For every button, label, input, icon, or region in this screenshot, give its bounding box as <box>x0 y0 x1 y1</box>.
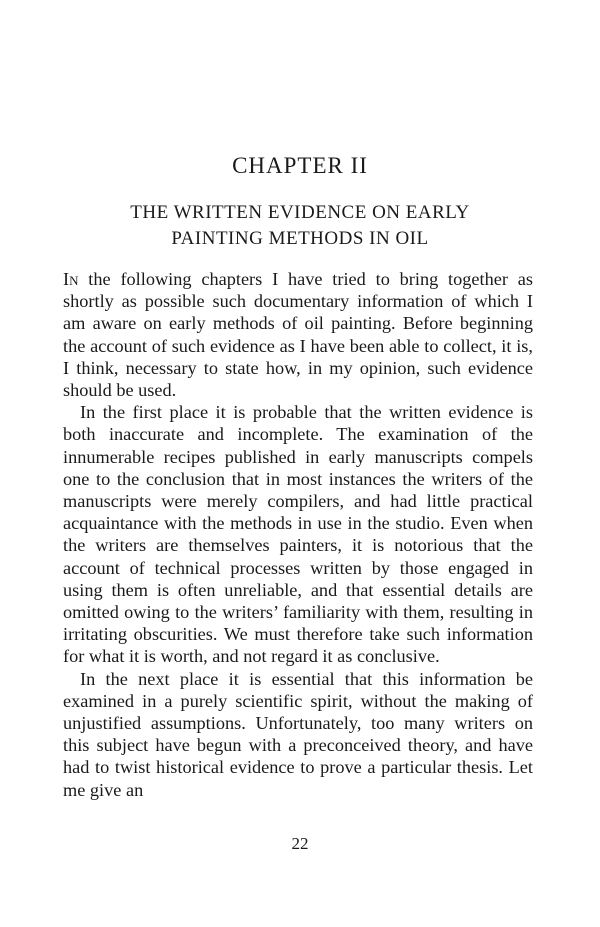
paragraph-lead-word: In <box>63 269 79 289</box>
paragraph-1 <box>63 268 533 401</box>
paragraph-3: In the next place it is essential that this information be examined in a purely scientific spirit, without the making of unjustified assumptions. Unfortunately, too many writers on this subject have begun with a preconceived theory, and have had to twist historical evidence to prove a particular thesis. Let me give an <box>63 668 533 800</box>
paragraph-2: In the first place it is probable that the written evidence is both inaccurate and incomplete. The examination of the innumerable recipes published in early manuscripts compels one to the conclusion that in most instances the writers of the manuscripts were merely compilers, and had little practical acquaintance with the methods in use in the studio. Even when the writers are themselves painters, it is notorious that the account of technical processes written by those engaged in using them is often unreliable, and that essential details are omitted owing to the writers’ familiarity with them, resulting in irritating obscurities. We must therefore take such information for what it is worth, and not regard it as conclusive. <box>63 402 533 667</box>
chapter-title-line-1: THE WRITTEN EVIDENCE ON EARLY <box>130 202 470 223</box>
chapter-title <box>0 200 600 252</box>
paragraph-1-text: the following chapters I have tried to bring together as shortly as possible such documentary information of which I am aware on early methods of oil painting. Before beginning the account of such evidence as I have been able to collect, it is, I think, necessary to state how, in my opinion, such evidence should be used. <box>63 269 533 401</box>
body-text <box>63 268 533 801</box>
chapter-number: CHAPTER II <box>232 153 368 178</box>
chapter-title-line-2: PAINTING METHODS IN OIL <box>171 228 429 249</box>
page-number: 22 <box>291 834 309 853</box>
